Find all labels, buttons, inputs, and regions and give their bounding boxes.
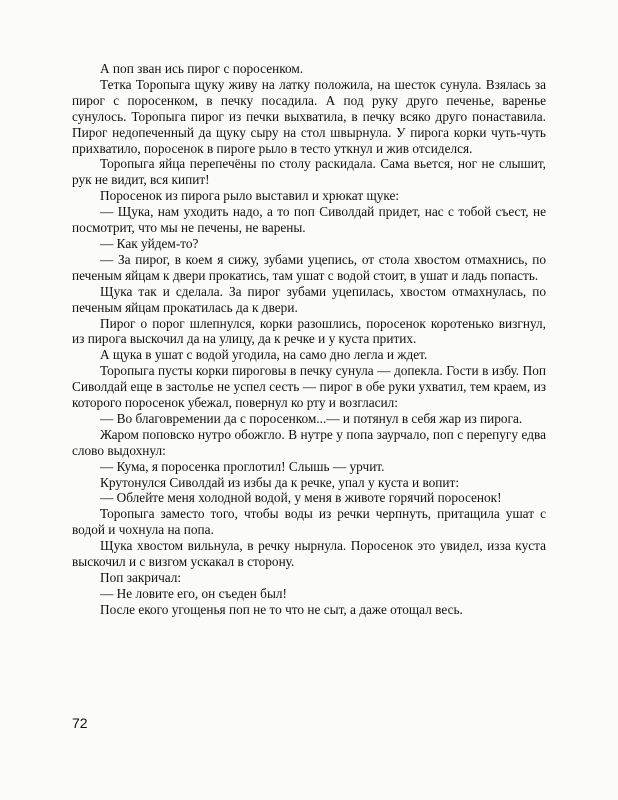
paragraph: Торопыга яйца перепечёны по столу раскидала. Сама вьется, ног не слышит, рук не видит, вся кипит!	[72, 156, 546, 188]
paragraph: Торопыга пусты корки пироговы в печку сунула — допекла. Гости в избу. Поп Сиволдай еще в застолье не успел сесть — пирог в обе руки ухватил, тем краем, из которого поросенок убежал, повернул ко рту и возгласил:	[72, 363, 546, 411]
paragraph: — Во благовремении да с поросенком...— и потянул в себя жар из пирога.	[100, 410, 523, 426]
paragraph: Поросенок из пирога рыло выставил и хрюкат щуке:	[100, 188, 400, 204]
paragraph: — Кума, я поросенка проглотил! Слышь — урчит.	[100, 458, 385, 474]
paragraph: — Как уйдем-то?	[100, 235, 199, 251]
paragraph: А поп зван ись пирог с поросенком.	[100, 61, 304, 76]
paragraph: — Не ловите его, он съеден был!	[100, 585, 287, 601]
paragraph: Жаром поповско нутро обожгло. В нутре у попа заурчало, поп с перепугу едва слово выдохнул:	[72, 426, 546, 458]
paragraph: Торопыга заместо того, чтобы воды из речки черпнуть, притащила ушат с водой и чохнула на попа.	[72, 506, 546, 538]
paragraph: — Облейте меня холодной водой, у меня в животе горячий поросенок!	[100, 490, 502, 506]
paragraph: Щука хвостом вильнула, в речку нырнула. Поросенок это увидел, изза куста выскочил и с визгом ускакал в сторону.	[72, 538, 546, 570]
paragraph: Пирог о порог шлепнулся, корки разошлись, поросенок коротенько визгнул, из пирога выскочил да на улицу, да к речке и у куста притих.	[72, 315, 546, 347]
page-number: 72	[72, 715, 88, 731]
story-text	[72, 61, 546, 618]
paragraph: — Щука, нам уходить надо, а то поп Сиволдай придет, нас с тобой съест, не посмотрит, что мы не печены, не варены.	[72, 204, 546, 236]
paragraph: Поп закричал:	[100, 570, 182, 585]
paragraph: Щука так и сделала. За пирог зубами уцепилась, хвостом отмахнулась, по печеным яйцам прокатилась да к двери.	[72, 283, 546, 315]
paragraph: — За пирог, в коем я сижу, зубами уцепись, от стола хвостом отмахнись, по печеным яйцам к двери прокатись, там ушат с водой стоит, в ушат и ладь попасть.	[72, 251, 546, 283]
paragraph: После екого угощенья поп не то что не сыт, а даже отощал весь.	[100, 601, 463, 617]
paragraph: Крутонулся Сиволдай из избы да к речке, упал у куста и вопит:	[100, 474, 460, 490]
paragraph: Тетка Торопыга щуку живу на латку положила, на шесток сунула. Взялась за пирог с поросенком, в печку посадила. А под руку друго печенье, варенье сунулось. Торопыга пирог из печки выхватила, в печку всяко друго понаставила. Пирог недопеченный да щуку сыру на стол швырнула. У пирога корки чуть-чуть прихватило, поросенок в пироге рыло в тесто уткнул и жив отсиделся.	[72, 76, 546, 156]
paragraph: А щука в ушат с водой угодила, на само дно легла и ждет.	[100, 347, 428, 363]
